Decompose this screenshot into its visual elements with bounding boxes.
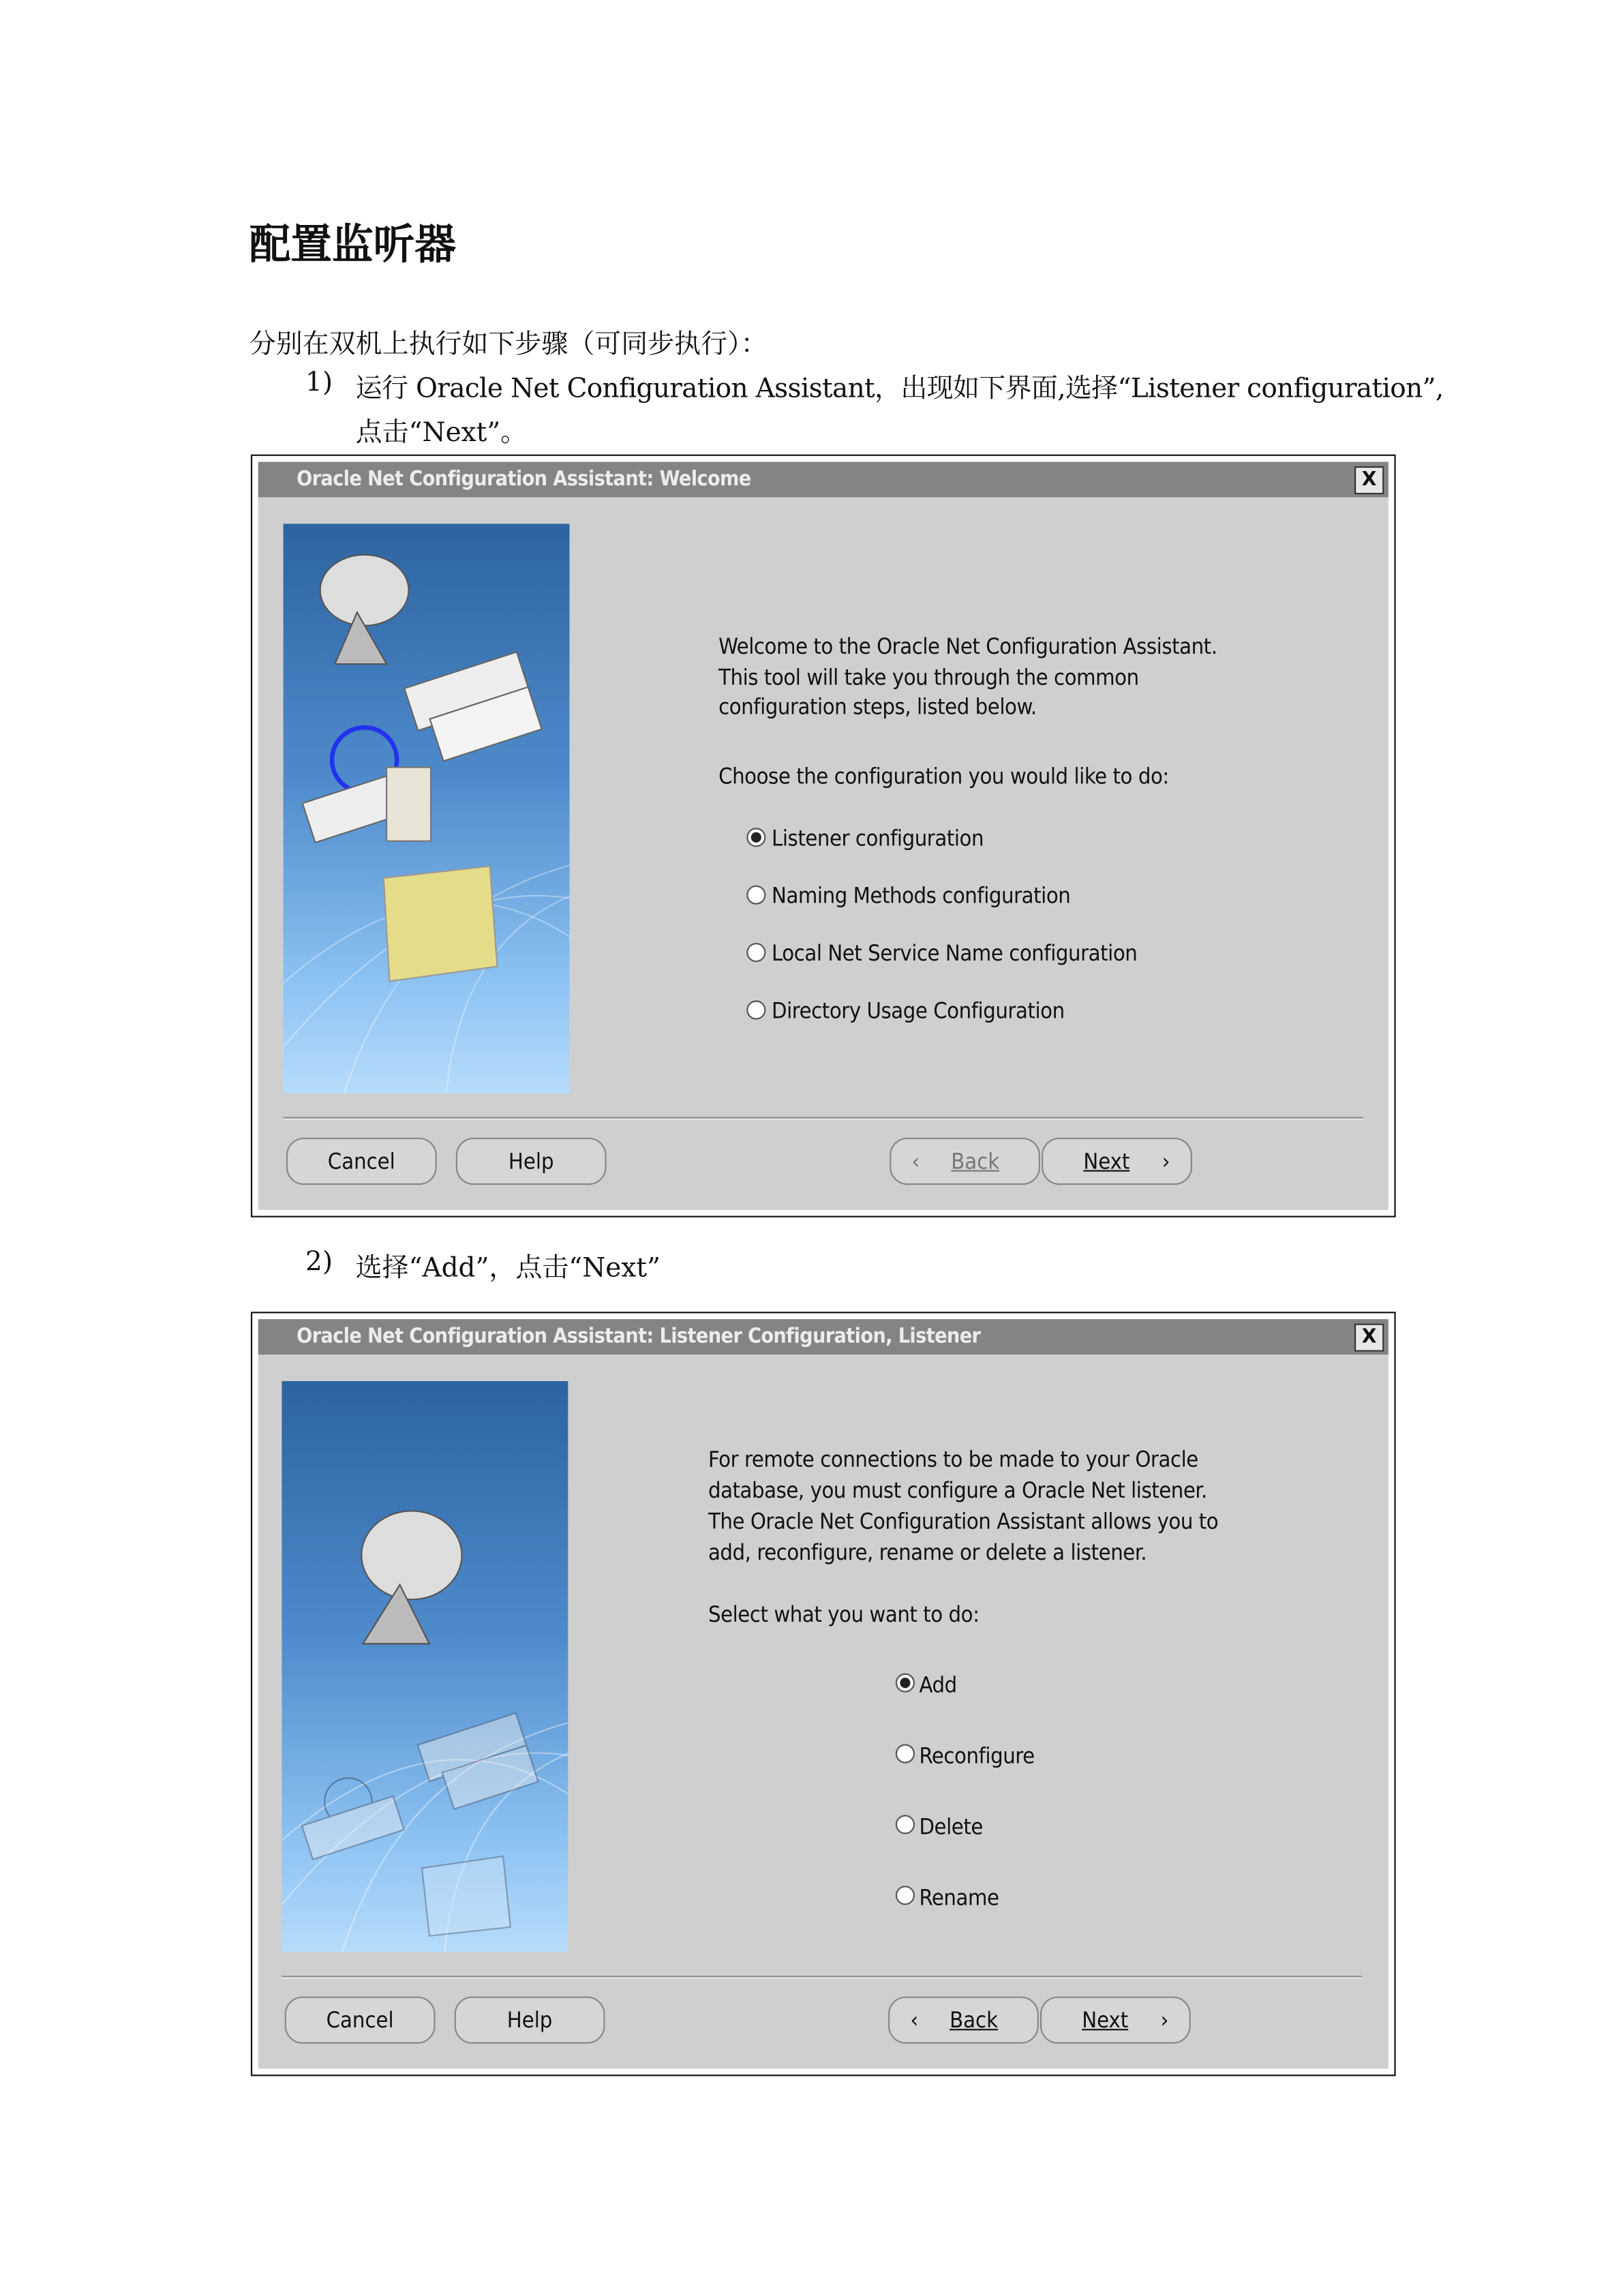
- next-label: Next: [1082, 2006, 1129, 2034]
- cancel-button[interactable]: Cancel: [286, 1138, 437, 1185]
- chevron-right-icon: ›: [1160, 2006, 1169, 2034]
- radio-button[interactable]: [746, 886, 765, 905]
- radio-label[interactable]: Rename: [919, 1884, 999, 1912]
- radio-button[interactable]: [746, 943, 765, 962]
- next-button[interactable]: [1040, 1997, 1191, 2044]
- radio-button[interactable]: [896, 1674, 915, 1693]
- wizard-illustration: [282, 1381, 568, 1952]
- listener-dialog: [251, 1312, 1396, 2076]
- section-heading: 配置监听器: [249, 220, 456, 269]
- radio-label[interactable]: Reconfigure: [919, 1742, 1035, 1770]
- help-button[interactable]: Help: [455, 1997, 605, 2044]
- description-line: add, reconfigure, rename or delete a listener.: [708, 1539, 1147, 1566]
- help-button[interactable]: Help: [456, 1138, 607, 1185]
- radio-label[interactable]: Local Net Service Name configuration: [772, 939, 1138, 967]
- radio-label[interactable]: Add: [919, 1672, 957, 1699]
- radio-label[interactable]: Directory Usage Configuration: [772, 997, 1065, 1025]
- chevron-left-icon: ‹: [910, 2006, 919, 2034]
- radio-button[interactable]: [896, 1744, 915, 1763]
- satellite-dish-icon: [282, 1381, 568, 1952]
- close-button[interactable]: X: [1354, 1324, 1384, 1352]
- step-1-number: 1): [305, 367, 333, 399]
- chevron-right-icon: ›: [1162, 1147, 1170, 1175]
- back-label: Back: [950, 2006, 999, 2034]
- dialog-title: Oracle Net Configuration Assistant: Welcome: [297, 468, 751, 492]
- wizard-illustration: [284, 524, 570, 1093]
- radio-button[interactable]: [896, 1886, 915, 1905]
- description-line: configuration steps, listed below.: [718, 693, 1037, 721]
- radio-button[interactable]: [746, 828, 765, 847]
- next-label: Next: [1083, 1147, 1130, 1175]
- step-2-number: 2): [305, 1247, 333, 1278]
- back-label: Back: [951, 1147, 1000, 1175]
- radio-button[interactable]: [896, 1815, 915, 1834]
- divider: [282, 1976, 1361, 1978]
- prompt-text: Select what you want to do:: [708, 1601, 980, 1628]
- next-button[interactable]: [1042, 1138, 1192, 1185]
- step-1-text: 运行 Oracle Net Configuration Assistant，出现如下界面,选择“Listener configuration”,: [355, 373, 1444, 405]
- step-1-text-cont: 点击“Next”。: [355, 417, 528, 449]
- description-line: This tool will take you through the common: [718, 664, 1139, 691]
- description-line: Welcome to the Oracle Net Configuration Assistant.: [718, 633, 1217, 660]
- welcome-dialog: [251, 455, 1396, 1218]
- radio-label[interactable]: Listener configuration: [772, 824, 984, 851]
- close-button[interactable]: X: [1354, 466, 1384, 494]
- title-bar: [258, 462, 1389, 497]
- prompt-text: Choose the configuration you would like to do:: [718, 763, 1169, 790]
- dialog-title: Oracle Net Configuration Assistant: Listener Configuration, Listener: [297, 1325, 981, 1349]
- description-line: The Oracle Net Configuration Assistant allows you to: [708, 1508, 1219, 1535]
- intro-text: 分别在双机上执行如下步骤（可同步执行）：: [249, 329, 768, 361]
- back-button[interactable]: [888, 1997, 1039, 2044]
- cancel-button[interactable]: Cancel: [285, 1997, 436, 2044]
- satellite-dish-icon: [284, 524, 570, 1093]
- radio-label[interactable]: Delete: [919, 1813, 983, 1841]
- radio-button[interactable]: [746, 1001, 765, 1020]
- title-bar: [258, 1319, 1389, 1355]
- chevron-left-icon: ‹: [911, 1147, 920, 1175]
- radio-label[interactable]: Naming Methods configuration: [772, 882, 1071, 909]
- divider: [284, 1117, 1363, 1120]
- step-2-text: 选择“Add”，点击“Next”: [355, 1252, 661, 1284]
- description-line: For remote connections to be made to your Oracle: [708, 1446, 1198, 1473]
- back-button[interactable]: [890, 1138, 1040, 1185]
- description-line: database, you must configure a Oracle Net listener.: [708, 1477, 1207, 1504]
